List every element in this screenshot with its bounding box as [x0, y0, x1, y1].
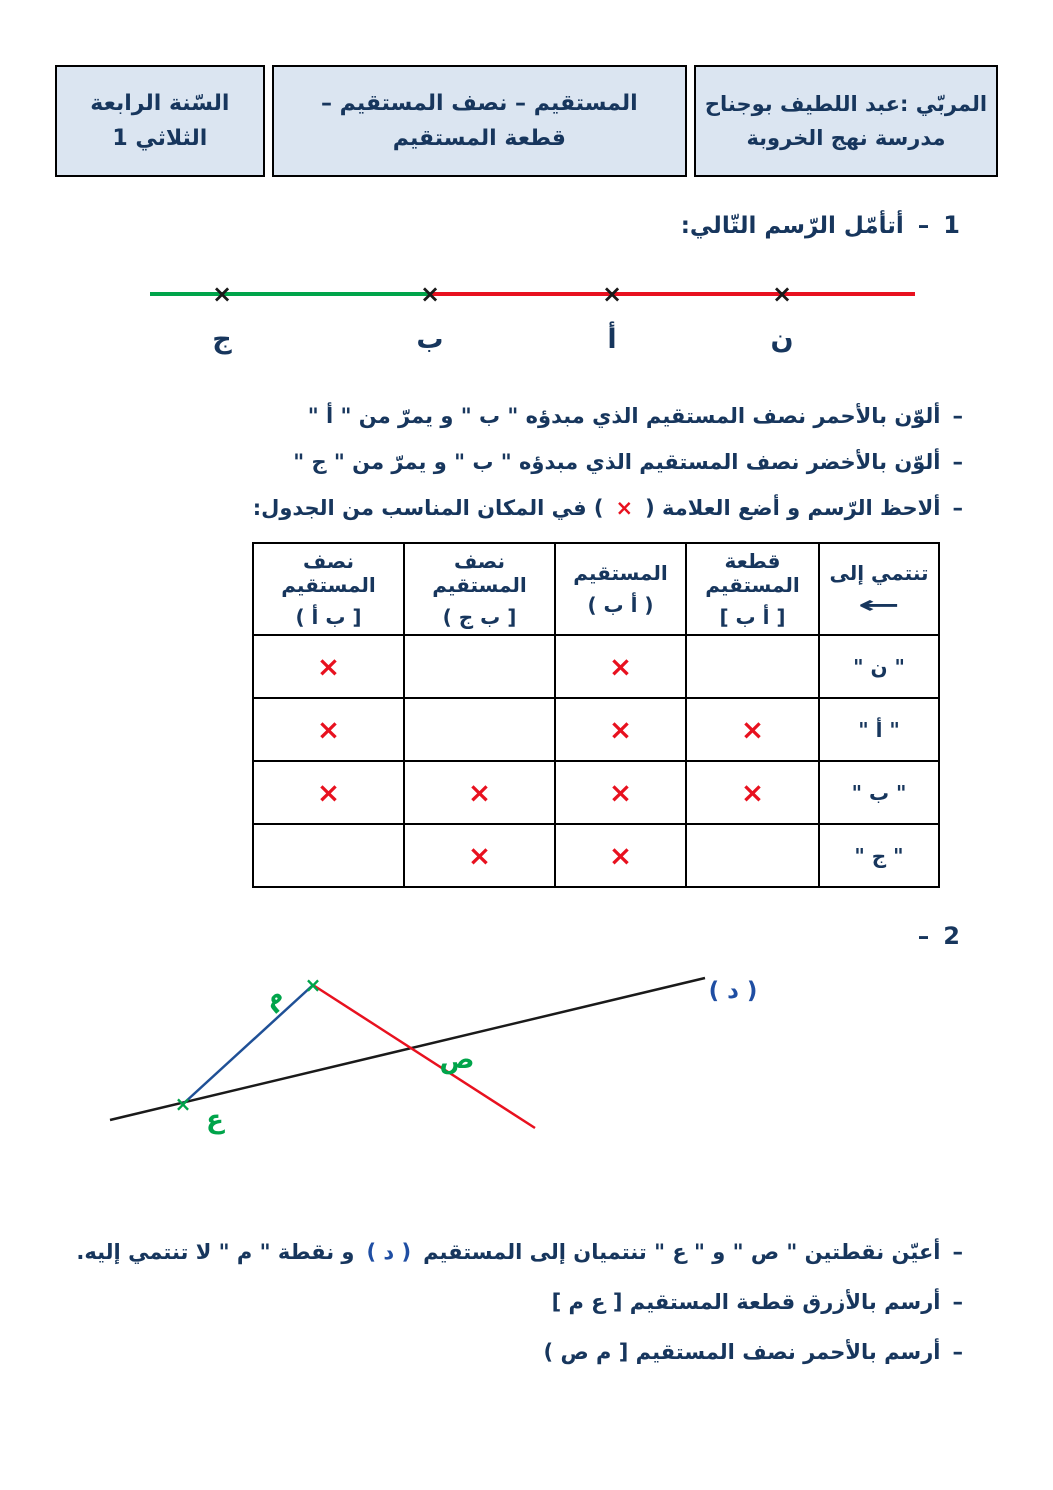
cell-ba-ray-ba: × [253, 761, 404, 824]
point-mark-alif: × [601, 280, 623, 308]
exercise1-heading [55, 211, 998, 239]
row-label: " ج " [819, 824, 939, 887]
cell-alif-segment: × [686, 698, 819, 761]
point-label-ba: ب [416, 324, 444, 355]
line-d [110, 978, 705, 1120]
point-mark-noon: × [771, 280, 793, 308]
corner-label: تنتمي إلى [829, 560, 929, 585]
bullet-dash: – [952, 1340, 963, 1364]
point-mark-ain: × [174, 1092, 192, 1116]
point-label-sad: ص [439, 1045, 475, 1075]
column-header-segment [686, 543, 819, 635]
cell-noon-ray-ba: × [253, 635, 404, 698]
instruction-text-pre: أعيّن نقطتين " ص " و " ع " تنتميان إلى المستقيم [423, 1240, 941, 1264]
column-notation: ( أ ب ) [587, 593, 654, 617]
cell-noon-ray-bj [404, 635, 555, 698]
column-notation: [ ب ج ) [442, 605, 517, 629]
exercise2-number: 2 [943, 922, 960, 950]
table-row-ba [253, 761, 939, 824]
lesson-title-cell [272, 65, 687, 177]
lesson-title-line2: قطعة المستقيم [392, 126, 566, 151]
column-title: المستقيم [573, 561, 668, 585]
teacher-name: المربّي :عبد اللطيف بوجناح [704, 92, 988, 116]
bullet-dash: – [952, 1290, 963, 1314]
instruction-fill-table [55, 496, 963, 520]
x-mark-sample: × [615, 496, 634, 520]
trimester: الثلاثي 1 [112, 126, 208, 151]
cell-jim-line: × [555, 824, 686, 887]
instruction-text: ألوّن بالأخضر نصف المستقيم الذي مبدؤه " ب " و يمرّ من " ج " [293, 450, 941, 474]
table-row-jim [253, 824, 939, 887]
row-label: " ب " [819, 761, 939, 824]
line-d-label: ( د ) [708, 978, 758, 1004]
table-row-alif [253, 698, 939, 761]
column-header-ray-bj [404, 543, 555, 635]
bullet-dash: – [952, 404, 963, 428]
table-row-noon [253, 635, 939, 698]
header-banner [55, 65, 998, 177]
exercise1-title: أتأمّل الرّسم التّالي: [680, 213, 904, 239]
point-mark-jim: × [211, 280, 233, 308]
instruction-text-pre: ألاحظ الرّسم و أضع العلامة ( [645, 496, 941, 520]
point-mark-ba: × [419, 280, 441, 308]
year-term-cell [55, 65, 265, 177]
point-mark-m: × [304, 973, 322, 997]
instruction-identify-points [55, 1240, 963, 1264]
school-name: مدرسة نهج الخروبة [746, 126, 946, 150]
line-d-figure [65, 970, 765, 1155]
table-corner-header [819, 543, 939, 635]
cell-alif-ray-ba: × [253, 698, 404, 761]
teacher-info-cell [694, 65, 998, 177]
point-label-m: م [255, 980, 290, 1016]
lesson-title-line1: المستقيم – نصف المستقيم – [320, 91, 638, 116]
column-title: نصف المستقيم [281, 549, 376, 597]
instruction-text-post: و نقطة " م " لا تنتمي إليه. [76, 1240, 355, 1264]
red-ray-m-sad [313, 985, 535, 1128]
bullet-dash: – [952, 496, 963, 520]
cell-ba-ray-bj: × [404, 761, 555, 824]
cell-alif-ray-bj [404, 698, 555, 761]
number-line-figure [55, 264, 998, 359]
instruction-color-red [55, 404, 963, 428]
row-label: " ن " [819, 635, 939, 698]
cell-jim-segment [686, 824, 819, 887]
instruction-draw-blue-segment [55, 1290, 963, 1314]
exercise1-dash: – [917, 213, 930, 239]
bullet-dash: – [952, 1240, 963, 1264]
school-year: السّنة الرابعة [90, 91, 230, 116]
point-label-noon: ن [770, 324, 794, 355]
instruction-draw-red-ray [55, 1340, 963, 1364]
line-d-reference: ( د ) [366, 1240, 412, 1264]
exercise1-number: 1 [943, 211, 960, 239]
column-header-ray-ba [253, 543, 404, 635]
cell-ba-segment: × [686, 761, 819, 824]
exercise1-instructions [55, 404, 998, 520]
cell-noon-segment [686, 635, 819, 698]
point-label-jim: ج [212, 324, 232, 355]
point-label-ain: ع [206, 1105, 224, 1135]
bullet-dash: – [952, 450, 963, 474]
cell-jim-ray-bj: × [404, 824, 555, 887]
table-header-row [253, 543, 939, 635]
row-label: " أ " [819, 698, 939, 761]
point-label-alif: أ [607, 324, 617, 355]
cell-jim-ray-ba [253, 824, 404, 887]
column-notation: [ أ ب ] [719, 605, 786, 629]
column-notation: [ ب أ ) [295, 605, 362, 629]
cell-ba-line: × [555, 761, 686, 824]
exercise2-instructions [55, 1240, 998, 1364]
column-title: نصف المستقيم [432, 549, 527, 597]
instruction-text: أرسم بالأحمر نصف المستقيم [ م ص ) [543, 1340, 941, 1364]
exercise2-dash: – [917, 924, 930, 950]
instruction-text: أرسم بالأزرق قطعة المستقيم [ ع م ] [551, 1290, 941, 1314]
instruction-text-post: ) في المكان المناسب من الجدول: [252, 496, 604, 520]
cell-alif-line: × [555, 698, 686, 761]
left-arrow-icon: ← [857, 590, 901, 619]
membership-table [252, 542, 940, 888]
instruction-color-green [55, 450, 963, 474]
cell-noon-line: × [555, 635, 686, 698]
exercise2-heading [55, 922, 998, 950]
column-header-line [555, 543, 686, 635]
column-title: قطعة المستقيم [705, 549, 800, 597]
instruction-text: ألوّن بالأحمر نصف المستقيم الذي مبدؤه " ب " و يمرّ من " أ " [307, 404, 941, 428]
